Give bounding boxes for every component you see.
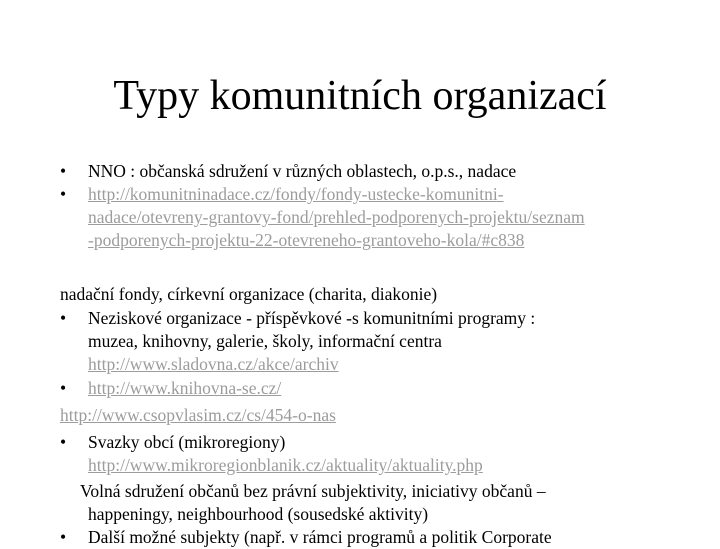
- list-item-dalsi-subjekty: Další možné subjekty (např. v rámci programů a politik Corporate: [88, 527, 552, 547]
- link-csopvlasim[interactable]: http://www.csopvlasim.cz/cs/454-o-nas: [60, 405, 336, 425]
- bullet-marker: •: [60, 378, 67, 398]
- link-komunitninadace-line-1[interactable]: http://komunitninadace.cz/fondy/fondy-ustecke-komunitni-: [88, 184, 504, 204]
- link-mikroregionblanik[interactable]: http://www.mikroregionblanik.cz/aktuality/aktuality.php: [88, 455, 483, 475]
- intro-line: nadační fondy, církevní organizace (charita, diakonie): [60, 284, 438, 304]
- volna-sdruzeni-line-1: Volná sdružení občanů bez právní subjektivity, iniciativy občanů –: [80, 481, 546, 501]
- link-komunitninadace-line-3[interactable]: -podporenych-projektu-22-otevreneho-grantoveho-kola/#c838: [88, 230, 525, 250]
- list-item-nno: NNO : občanská sdružení v různých oblastech, o.p.s., nadace: [88, 161, 517, 181]
- link-knihovna[interactable]: http://www.knihovna-se.cz/: [88, 378, 282, 398]
- bullet-marker: •: [60, 184, 67, 204]
- bullet-marker: •: [60, 308, 67, 328]
- link-komunitninadace-line-2[interactable]: nadace/otevreny-grantovy-fond/prehled-podporenych-projektu/seznam: [88, 207, 585, 227]
- list-item-neziskove-line-1: Neziskové organizace - příspěvkové -s komunitními programy :: [88, 308, 536, 328]
- bullet-marker: •: [60, 527, 67, 547]
- bullet-marker: •: [60, 432, 67, 452]
- link-sladovna[interactable]: http://www.sladovna.cz/akce/archiv: [88, 354, 339, 374]
- volna-sdruzeni-line-2: happeningy, neighbourhood (sousedské aktivity): [88, 504, 429, 524]
- list-item-svazky-obci: Svazky obcí (mikroregiony): [88, 432, 286, 452]
- list-item-neziskove-line-2: muzea, knihovny, galerie, školy, informační centra: [88, 331, 442, 351]
- bullet-marker: •: [60, 161, 67, 181]
- slide-title: Typy komunitních organizací: [113, 73, 607, 119]
